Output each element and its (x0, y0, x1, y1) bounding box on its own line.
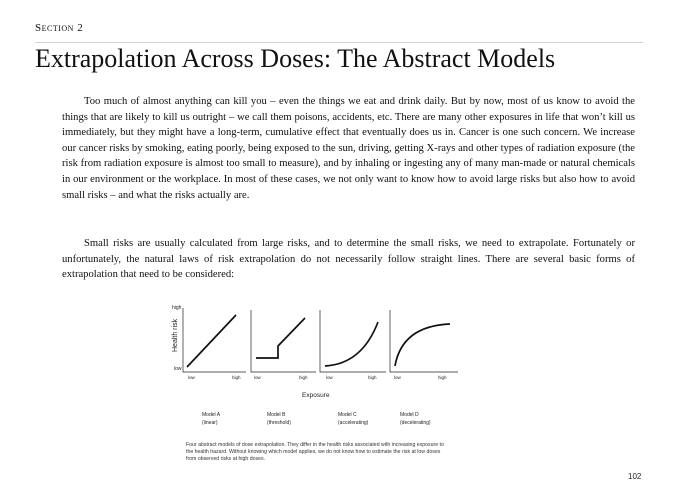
panel-c-axes (320, 310, 386, 372)
panel-model-a (183, 308, 246, 380)
section-label: Section 2 (35, 22, 84, 34)
page-title: Extrapolation Across Doses: The Abstract Models (35, 44, 556, 73)
accelerating-curve (325, 322, 378, 366)
panel-a-x-high: high (232, 375, 241, 380)
decelerating-curve (395, 324, 450, 366)
header-rule (35, 42, 643, 43)
y-axis-label: Health risk (172, 318, 179, 352)
panel-d-x-low: low (394, 375, 401, 380)
panel-d-axes (390, 310, 458, 372)
threshold-curve (256, 318, 305, 358)
linear-curve (187, 315, 236, 367)
panel-model-b (251, 310, 316, 380)
x-axis-label: Exposure (302, 392, 330, 399)
y-low-label: low (174, 366, 182, 372)
panel-model-c (320, 310, 386, 380)
paragraph-1-text: Too much of almost anything can kill you – even the things we eat and drink daily. But by now, most of us know to avoid the things that are likely to kill us outright – we call them poisons, accidents, etc. There are many other exposures in life that won’t kill us immediately, but they might have a long-term, cumulative effect that eventually does us in. Cancer is one such concern. We increase our cancer risks by smoking, eating poorly, being exposed to the sun, driving, getting X-rays and other types of radiation exposure (the risk from radiation exposure is almost too small to measure), and by inhaling or ingesting any of many man-made or natural chemicals in our environment or the workplace. In most of these cases, we not only want to know how to avoid large risks but also how to avoid small risks – and what the risks actually are. (62, 96, 635, 201)
model-b-kind: (threshold) (267, 420, 291, 426)
panel-b-x-high: high (299, 375, 308, 380)
panel-d-x-high: high (438, 375, 447, 380)
panel-c-x-high: high (368, 375, 377, 380)
panel-b-x-low: low (254, 375, 261, 380)
page-number: 102 (628, 472, 642, 481)
model-b-name: Model B (267, 412, 286, 418)
panel-c-x-low: low (326, 375, 333, 380)
paragraph-2 (62, 236, 635, 283)
panel-a-x-low: low (188, 375, 195, 380)
y-high-label: high (172, 305, 182, 311)
model-a-name: Model A (202, 412, 221, 418)
model-a-kind: (linear) (202, 420, 218, 426)
model-c-name: Model C (338, 412, 357, 418)
figure-caption: Four abstract models of dose extrapolation. They differ in the health risks associated with increasing exposure to the health hazard. Without knowing which model applies, we do not know how to estimate the risk at low doses from observed risks at high doses. (186, 442, 444, 462)
paragraph-2-text: Small risks are usually calculated from large risks, and to determine the small risks, we need to extrapolate. Fortunately or unfortunately, the natural laws of risk extrapolation do not necessarily follow straight lines. There are several basic forms of extrapolation that need to be considered: (62, 238, 635, 281)
model-d-name: Model D (400, 412, 419, 418)
paragraph-1 (62, 94, 635, 203)
model-d-kind: (decelerating) (400, 420, 431, 426)
dose-extrapolation-figure (166, 300, 466, 440)
model-c-kind: (accelerating) (338, 420, 369, 426)
panel-model-d (390, 310, 458, 380)
